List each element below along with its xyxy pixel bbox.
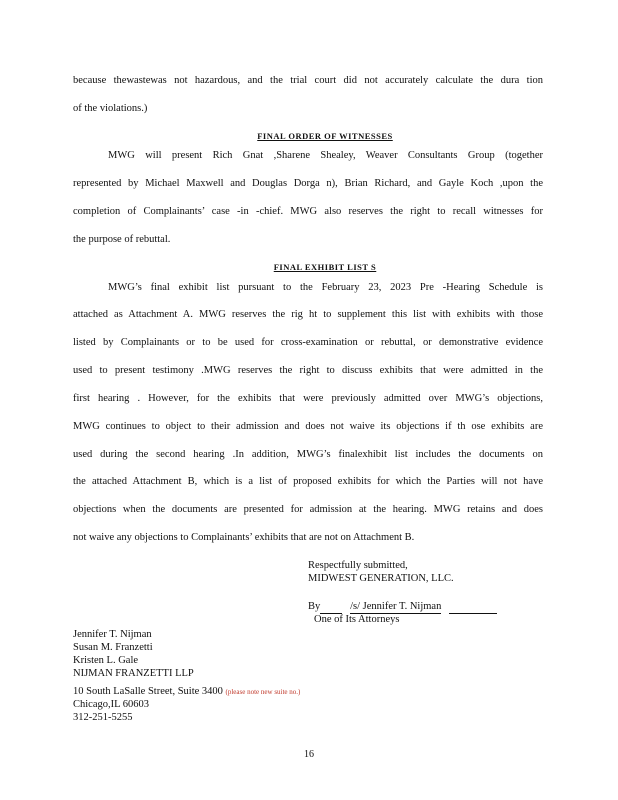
exhibits-line-6: MWG continues to object to their admission and does not waive its objections if th ose exhibits are [73, 421, 543, 432]
signature-by-prefix: By [308, 601, 321, 612]
exhibits-line-8: the attached Attachment B, which is a list of proposed exhibits for which the Parties will not have [73, 476, 543, 487]
exhibits-line-3: listed by Complainants or to be used for cross-examination or rebuttal, or demonstrative evidence [73, 337, 543, 348]
signature-company: MIDWEST GENERATION, LLC. [308, 573, 454, 584]
exhibits-line-7: used during the second hearing .In addition, MWG’s finalexhibit list includes the documents on [73, 449, 543, 460]
witnesses-line-2: represented by Michael Maxwell and Douglas Dorga n), Brian Richard, and Gayle Koch ,upon the [73, 178, 543, 189]
exhibits-line-4: used to present testimony .MWG reserves the right to discuss exhibits that were admitted in the [73, 365, 543, 376]
signature-blank-2 [449, 600, 497, 614]
counsel-address: 10 South LaSalle Street, Suite 3400 [73, 686, 223, 697]
exhibits-line-2: attached as Attachment A. MWG reserves the rig ht to supplement this list with exhibits with those [73, 309, 543, 320]
counsel-firm: NIJMAN FRANZETTI LLP [73, 668, 194, 679]
page-number: 16 [304, 749, 314, 760]
counsel-city: Chicago,IL 60603 [73, 699, 150, 710]
signature-name: /s/ Jennifer T. Nijman [350, 601, 442, 612]
witnesses-heading-text: FINAL ORDER OF WITNESSES [257, 131, 393, 141]
witnesses-line-1: MWG will present Rich Gnat ,Sharene Shealey, Weaver Consultants Group (together [108, 150, 543, 161]
witnesses-line-4: the purpose of rebuttal. [73, 234, 171, 245]
intro-line-1: because thewastewas not hazardous, and the trial court did not accurately calculate the dura tion [73, 75, 543, 86]
witnesses-line-3: completion of Complainants’ case -in -chief. MWG also reserves the right to recall witnesses for [73, 206, 543, 217]
exhibits-heading-text: FINAL EXHIBIT LIST S [273, 262, 377, 272]
counsel-name-1: Jennifer T. Nijman [73, 629, 152, 640]
counsel-name-2: Susan M. Franzetti [73, 642, 153, 653]
counsel-address-line [73, 685, 300, 699]
address-note: (please note new suite no.) [225, 688, 301, 696]
exhibits-heading [255, 262, 395, 272]
exhibits-line-9: objections when the documents are presented for admission at the hearing. MWG retains and does [73, 504, 543, 515]
intro-line-2: of the violations.) [73, 103, 148, 114]
signature-blank-1 [320, 600, 342, 614]
signature-closing: Respectfully submitted, [308, 560, 408, 571]
exhibits-line-10: not waive any objections to Complainants’ exhibits that are not on Attachment B. [73, 532, 415, 543]
exhibits-line-5: first hearing . However, for the exhibits that were previously admitted over MWG’s objections, [73, 393, 543, 404]
counsel-name-3: Kristen L. Gale [73, 655, 139, 666]
counsel-phone: 312-251-5255 [73, 712, 133, 723]
signature-by-line [308, 600, 497, 614]
witnesses-heading [235, 131, 415, 141]
exhibits-line-1: MWG’s final exhibit list pursuant to the February 23, 2023 Pre -Hearing Schedule is [108, 282, 543, 293]
signature-role: One of Its Attorneys [314, 614, 400, 625]
